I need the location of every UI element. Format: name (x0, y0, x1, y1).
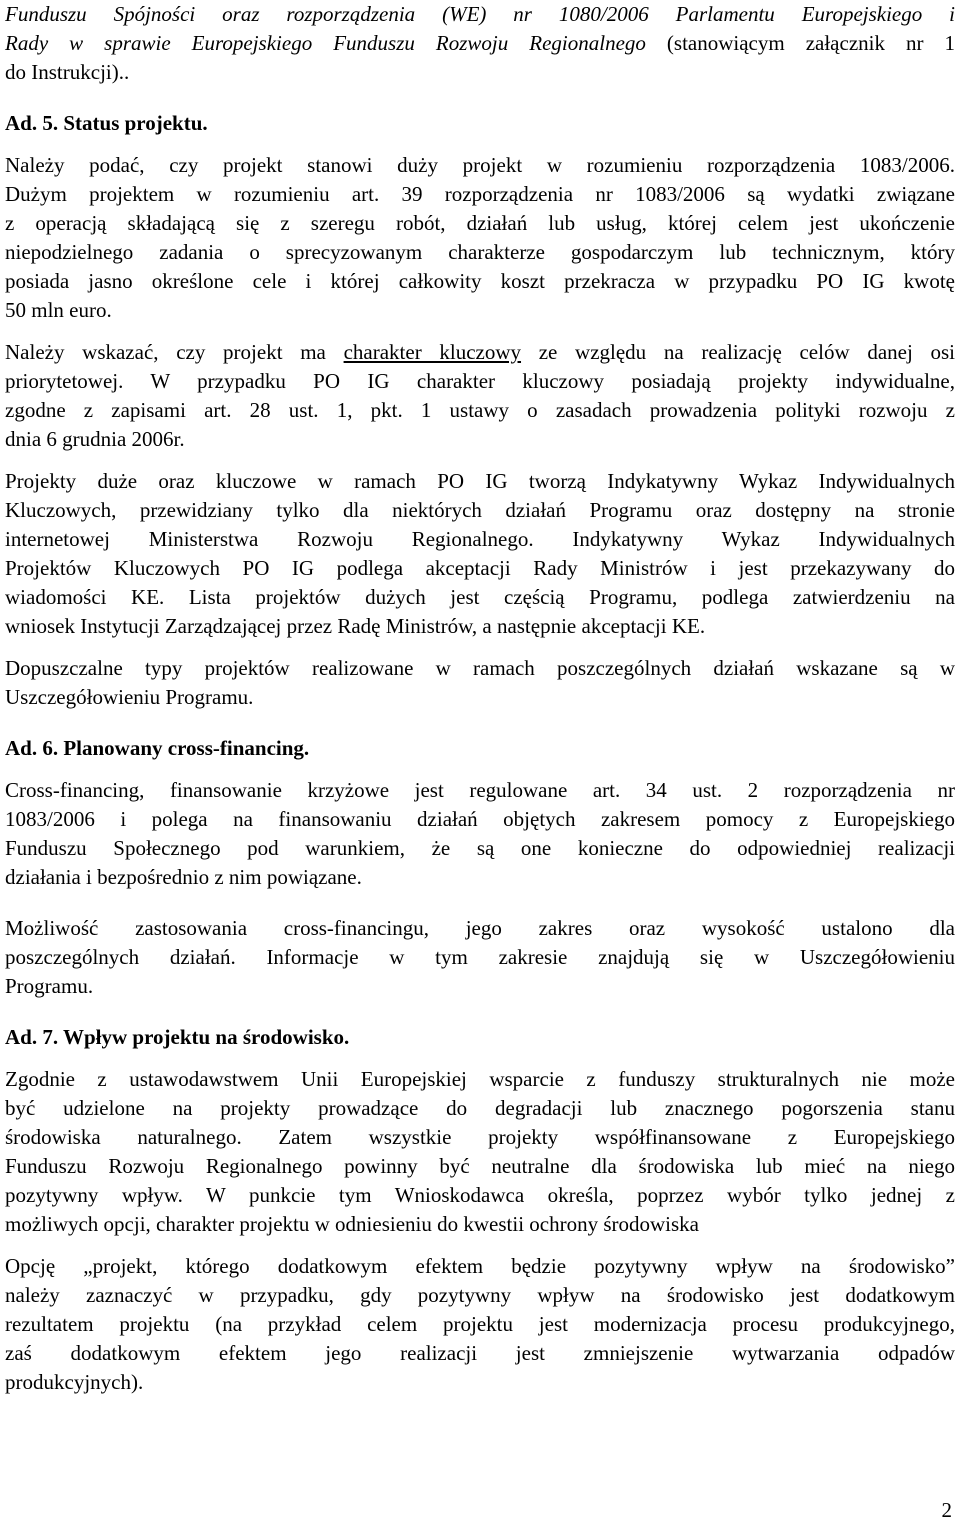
paragraph-line: należy zaznaczyć w przypadku, gdy pozytywny wpływ na środowisko jest dodatkowym (5, 1283, 955, 1307)
paragraph-line: Należy podać, czy projekt stanowi duży projekt w rozumieniu rozporządzenia 1083/2006. (5, 153, 955, 177)
section-heading-ad6: Ad. 6. Planowany cross-financing. (5, 736, 310, 760)
paragraph-line: posiada jasno określone cele i której całkowity koszt przekracza w przypadku PO IG kwotę (5, 269, 955, 293)
paragraph-line: Uszczegółowieniu Programu. (5, 685, 254, 709)
paragraph-line: możliwych opcji, charakter projektu w odniesieniu do kwestii ochrony środowiska (5, 1212, 700, 1236)
paragraph-line: być udzielone na projekty prowadzące do degradacji lub znacznego pogorszenia stanu (5, 1096, 955, 1120)
paragraph-line: Programu. (5, 974, 94, 998)
paragraph-line: pozytywny wpływ. W punkcie tym Wnioskodawca określa, poprzez wybór tylko jednej z (5, 1183, 955, 1207)
paragraph-line: dnia 6 grudnia 2006r. (5, 427, 185, 451)
paragraph-line: poszczególnych działań. Informacje w tym zakresie znajdują się w Uszczegółowieniu (5, 945, 955, 969)
paragraph-line: Opcję „projekt, którego dodatkowym efektem będzie pozytywny wpływ na środowisko” (5, 1254, 955, 1278)
paragraph (5, 338, 955, 454)
paragraph-line: Dużym projektem w rozumieniu art. 39 rozporządzenia nr 1083/2006 są wydatki związane (5, 182, 955, 206)
paragraph-line: produkcyjnych). (5, 1370, 144, 1394)
paragraph-line: Funduszu Społecznego pod warunkiem, że są one konieczne do odpowiedniej realizacji (5, 836, 955, 860)
paragraph-line: zaś dodatkowym efektem jego realizacji jest zmniejszenie wytwarzania odpadów (5, 1341, 955, 1365)
text-span: ze względu na realizację celów danej osi (521, 340, 955, 364)
paragraph-line: Dopuszczalne typy projektów realizowane w ramach poszczególnych działań wskazane są w (5, 656, 955, 680)
paragraph-line: Projektów Kluczowych PO IG podlega akceptacji Rady Ministrów i jest przekazywany do (5, 556, 955, 580)
intro-line: do Instrukcji).. (5, 60, 130, 84)
paragraph-line: środowiska naturalnego. Zatem wszystkie projekty współfinansowane z Europejskiego (5, 1125, 955, 1149)
section-heading-ad7: Ad. 7. Wpływ projektu na środowisko. (5, 1025, 350, 1049)
section-heading-ad5: Ad. 5. Status projektu. (5, 111, 208, 135)
paragraph (5, 914, 955, 1001)
paragraph-line: rezultatem projektu (na przykład celem projektu jest modernizacja procesu produkcyjnego, (5, 1312, 955, 1336)
paragraph (5, 1065, 955, 1239)
underlined-term: charakter kluczowy (343, 340, 522, 364)
paragraph (5, 654, 955, 712)
paragraph-line: zgodne z zapisami art. 28 ust. 1, pkt. 1 ustawy o zasadach prowadzenia polityki rozwoju z (5, 398, 955, 422)
intro-line (5, 29, 955, 58)
paragraph-line: internetowej Ministerstwa Rozwoju Regionalnego. Indykatywny Wykaz Indywidualnych (5, 527, 955, 551)
intro-line: Funduszu Spójności oraz rozporządzenia (WE) nr 1080/2006 Parlamentu Europejskiego i (5, 2, 955, 26)
document-page (5, 0, 955, 1397)
paragraph-line: Projekty duże oraz kluczowe w ramach PO IG tworzą Indykatywny Wykaz Indywidualnych (5, 469, 955, 493)
paragraph-line: działania i bezpośrednio z nim powiązane. (5, 865, 362, 889)
paragraph (5, 1252, 955, 1397)
paragraph (5, 467, 955, 641)
paragraph-line: wniosek Instytucji Zarządzającej przez Radę Ministrów, a następnie akceptacji KE. (5, 614, 706, 638)
paragraph-line: Funduszu Rozwoju Regionalnego powinny być neutralne dla środowiska lub mieć na niego (5, 1154, 955, 1178)
paragraph-line: wiadomości KE. Lista projektów dużych jest częścią Programu, podlega zatwierdzeniu na (5, 585, 955, 609)
paragraph-line: Cross-financing, finansowanie krzyżowe jest regulowane art. 34 ust. 2 rozporządzenia nr (5, 778, 955, 802)
paragraph-line: Możliwość zastosowania cross-financingu, jego zakres oraz wysokość ustalono dla (5, 916, 955, 940)
page-number: 2 (941, 1498, 952, 1522)
intro-text: (stanowiącym załącznik nr 1 (645, 31, 955, 55)
paragraph-line: priorytetowej. W przypadku PO IG charakter kluczowy posiadają projekty indywidualne, (5, 369, 955, 393)
paragraph-line: Kluczowych, przewidziany tylko dla niektórych działań Programu oraz dostępny na stronie (5, 498, 955, 522)
paragraph-line: Zgodnie z ustawodawstwem Unii Europejskiej wsparcie z funduszy strukturalnych nie może (5, 1067, 955, 1091)
paragraph-line: niepodzielnego zadania o sprecyzowanym charakterze gospodarczym lub technicznym, który (5, 240, 955, 264)
intro-italic-text: Rady w sprawie Europejskiego Funduszu Rozwoju Regionalnego (5, 31, 646, 55)
paragraph (5, 151, 955, 325)
paragraph-line (5, 338, 955, 367)
paragraph-line: 1083/2006 i polega na finansowaniu działań objętych zakresem pomocy z Europejskiego (5, 807, 955, 831)
paragraph-line: z operacją składającą się z szeregu robót, działań lub usług, której celem jest ukończenie (5, 211, 955, 235)
paragraph (5, 776, 955, 892)
paragraph-line: 50 mln euro. (5, 298, 112, 322)
text-span: Należy wskazać, czy projekt ma (5, 340, 344, 364)
